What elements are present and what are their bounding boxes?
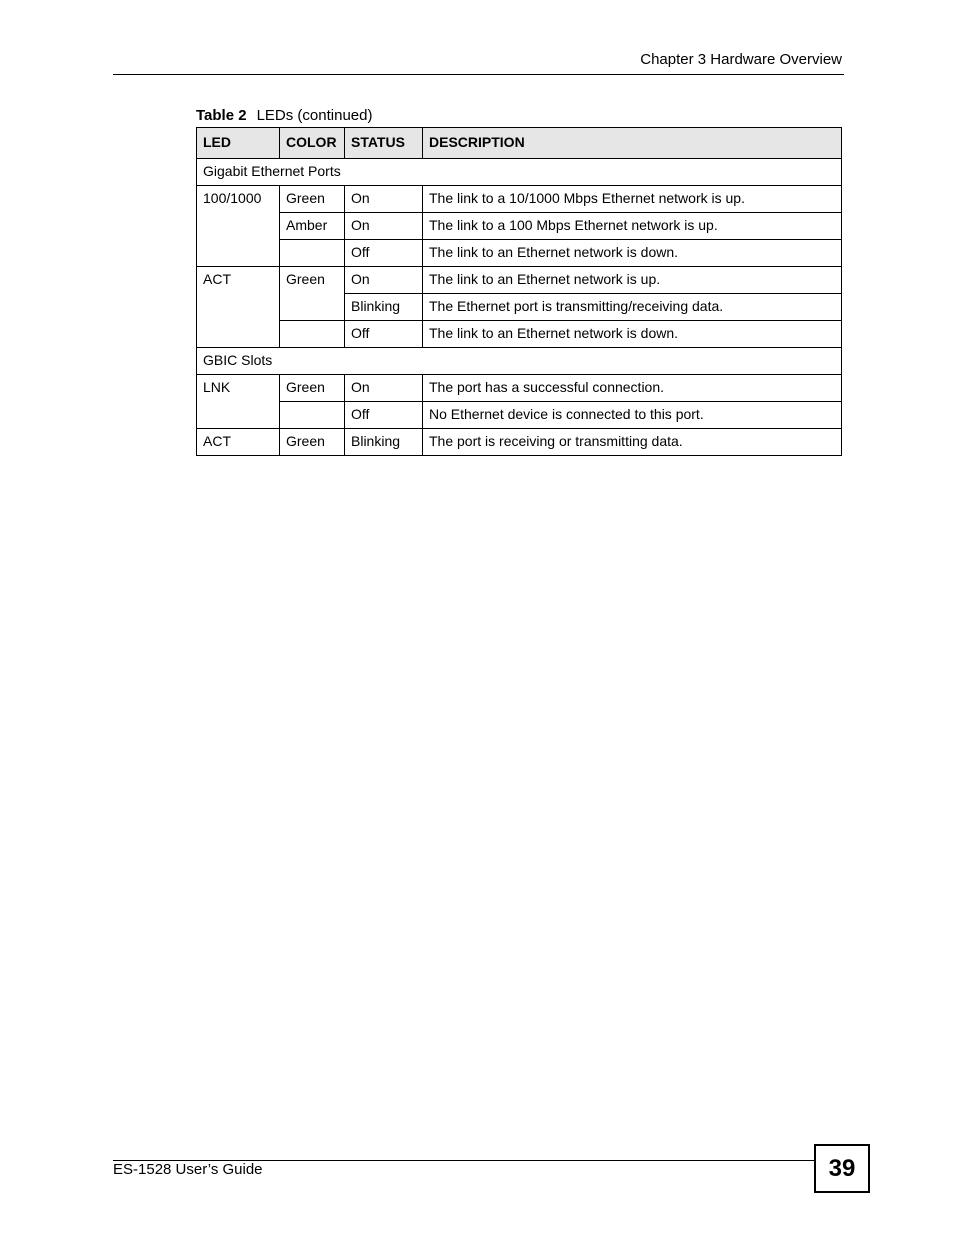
table-row <box>197 375 842 402</box>
table-caption <box>196 107 372 124</box>
led-name: ACT <box>197 267 280 348</box>
table-row <box>197 186 842 213</box>
table-row <box>197 240 842 267</box>
page-number: 39 <box>814 1144 870 1193</box>
section-title: Gigabit Ethernet Ports <box>197 159 842 186</box>
led-status: Off <box>345 240 423 267</box>
led-status: On <box>345 186 423 213</box>
led-description: The link to a 10/1000 Mbps Ethernet network is up. <box>423 186 842 213</box>
leds-table <box>196 127 842 456</box>
led-description: The link to a 100 Mbps Ethernet network is up. <box>423 213 842 240</box>
led-name: 100/1000 <box>197 186 280 267</box>
led-status: On <box>345 375 423 402</box>
table-row <box>197 429 842 456</box>
guide-title: ES-1528 User’s Guide <box>113 1161 263 1178</box>
led-description: The port has a successful connection. <box>423 375 842 402</box>
table-header-row <box>197 128 842 159</box>
column-header-status: STATUS <box>345 128 423 159</box>
table-caption-label: Table 2 <box>196 107 247 124</box>
chapter-title: Chapter 3 Hardware Overview <box>640 51 842 68</box>
led-description: The Ethernet port is transmitting/receiving data. <box>423 294 842 321</box>
led-color: Green <box>280 186 345 213</box>
led-color <box>280 321 345 348</box>
section-row <box>197 159 842 186</box>
table-row <box>197 321 842 348</box>
column-header-description: DESCRIPTION <box>423 128 842 159</box>
table-row <box>197 213 842 240</box>
table-row <box>197 402 842 429</box>
table-caption-title: LEDs (continued) <box>256 107 373 124</box>
table-row <box>197 267 842 294</box>
led-status: Off <box>345 402 423 429</box>
column-header-color: COLOR <box>280 128 345 159</box>
led-color: Green <box>280 267 345 321</box>
led-color: Green <box>280 429 345 456</box>
led-color <box>280 402 345 429</box>
led-description: No Ethernet device is connected to this port. <box>423 402 842 429</box>
led-color: Green <box>280 375 345 402</box>
led-status: On <box>345 213 423 240</box>
led-color: Amber <box>280 213 345 240</box>
section-title: GBIC Slots <box>197 348 842 375</box>
column-header-led: LED <box>197 128 280 159</box>
section-row <box>197 348 842 375</box>
led-name: ACT <box>197 429 280 456</box>
led-description: The link to an Ethernet network is down. <box>423 321 842 348</box>
header-divider <box>113 74 844 75</box>
led-status: Blinking <box>345 294 423 321</box>
led-status: Off <box>345 321 423 348</box>
led-color <box>280 240 345 267</box>
led-description: The port is receiving or transmitting data. <box>423 429 842 456</box>
led-status: Blinking <box>345 429 423 456</box>
led-description: The link to an Ethernet network is down. <box>423 240 842 267</box>
led-name: LNK <box>197 375 280 429</box>
led-status: On <box>345 267 423 294</box>
led-description: The link to an Ethernet network is up. <box>423 267 842 294</box>
